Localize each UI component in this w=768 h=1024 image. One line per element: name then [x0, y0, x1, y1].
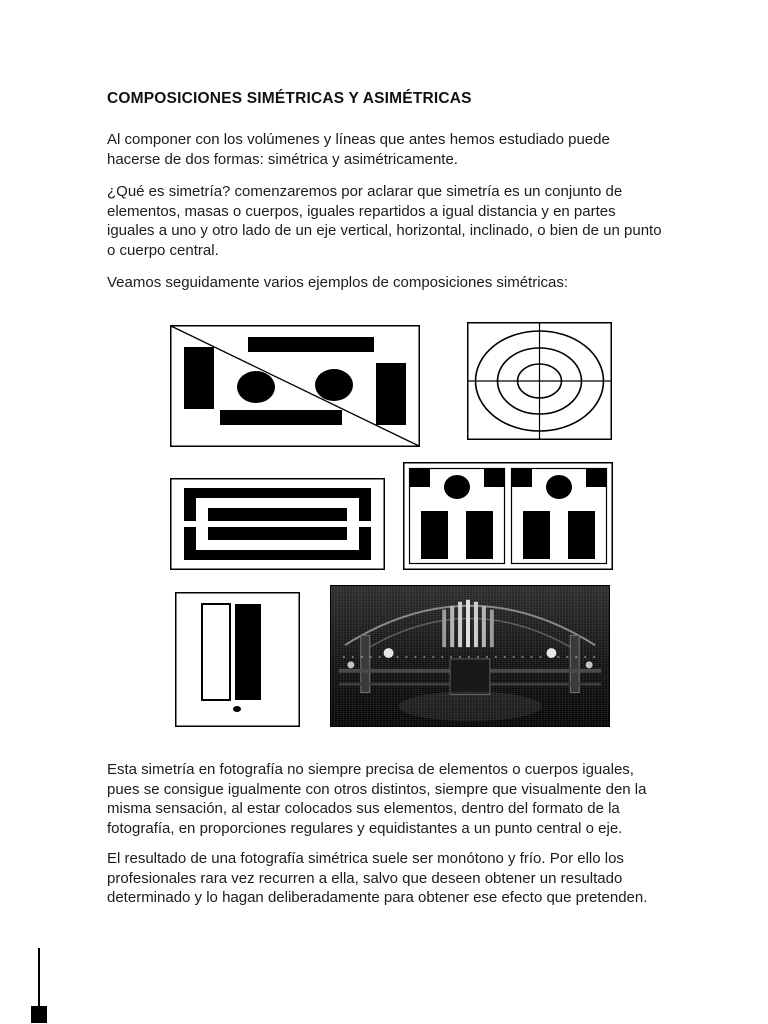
- left-panel-slot: [448, 511, 466, 559]
- base-dot: [233, 706, 241, 712]
- nested-frames-graphic: [170, 478, 385, 570]
- right-vertical-bar: [376, 363, 406, 425]
- outlined-bar: [202, 604, 230, 700]
- left-panel-corner-right: [484, 469, 504, 487]
- twin-panels-graphic: [403, 462, 613, 570]
- paragraph-photo-symmetry: Esta simetría en fotografía no siempre precisa de elementos o cuerpos iguales, pues se consigue igualmente con otros distintos, siempre que visualmente den la misma sensación, al estar colocados sus elementos, dentro del formato de la fotografía, en proporciones regulares y equidistantes a un punto central o eje.: [107, 761, 647, 837]
- paragraph-symmetry-definition: ¿Qué es simetría? comenzaremos por aclarar que simetría es un conjunto de elementos, masas o cuerpos, iguales repartidos a igual distancia y en partes iguales a uno y otro lado de un eje vertical, horizontal, inclinado, o bien de un punto o cuerpo central.: [107, 183, 662, 259]
- solid-bar: [235, 604, 261, 700]
- figure-diagonal-composition: [170, 325, 420, 447]
- left-vertical-bar: [184, 347, 214, 409]
- left-panel-circle: [444, 475, 470, 499]
- diagonal-composition-graphic: [170, 325, 420, 447]
- paragraph-symmetry-result: El resultado de una fotografía simétrica suele ser monótono y frío. Por ello los profesionales rara vez recurren a ella, salvo que deseen obtener un resultado determinado y lo hagan deliberadamente para obtener ese efecto que pretenden.: [107, 850, 648, 906]
- bottom-inner-bar: [208, 527, 347, 540]
- far-left-lamp: [347, 661, 354, 668]
- figure-twin-panels: [403, 462, 613, 570]
- right-panel-corner-left: [512, 469, 532, 487]
- hall-photo-graphic: [331, 586, 609, 726]
- right-ellipse: [315, 369, 353, 401]
- left-panel-corner-left: [410, 469, 430, 487]
- right-chandelier: [546, 648, 556, 658]
- top-inner-bar: [208, 508, 347, 521]
- left-ellipse: [237, 371, 275, 403]
- figure-concentric-circles: [467, 322, 612, 440]
- page-title: COMPOSICIONES SIMÉTRICAS Y ASIMÉTRICAS: [107, 90, 472, 107]
- organ-console: [450, 659, 490, 694]
- paragraph-examples-lead: Veamos seguidamente varios ejemplos de composiciones simétricas:: [107, 274, 569, 291]
- paragraph-intro: Al componer con los volúmenes y líneas que antes hemos estudiado puede hacerse de dos formas: simétrica y asimétricamente.: [107, 131, 610, 168]
- vertical-bars-graphic: [175, 592, 300, 727]
- figure-symmetric-hall-photo: [330, 585, 610, 727]
- right-panel-slot: [550, 511, 568, 559]
- far-right-lamp: [586, 661, 593, 668]
- floor-glow: [399, 691, 542, 721]
- scan-artifact-mark: [31, 1006, 47, 1023]
- right-panel-corner-right: [586, 469, 606, 487]
- bottom-horizontal-bar: [220, 410, 342, 425]
- figure-vertical-bars: [175, 592, 300, 727]
- top-horizontal-bar: [248, 337, 374, 352]
- concentric-circles-graphic: [467, 322, 612, 440]
- figure-nested-frames: [170, 478, 385, 570]
- scan-artifact-line: [38, 948, 40, 1008]
- right-panel-circle: [546, 475, 572, 499]
